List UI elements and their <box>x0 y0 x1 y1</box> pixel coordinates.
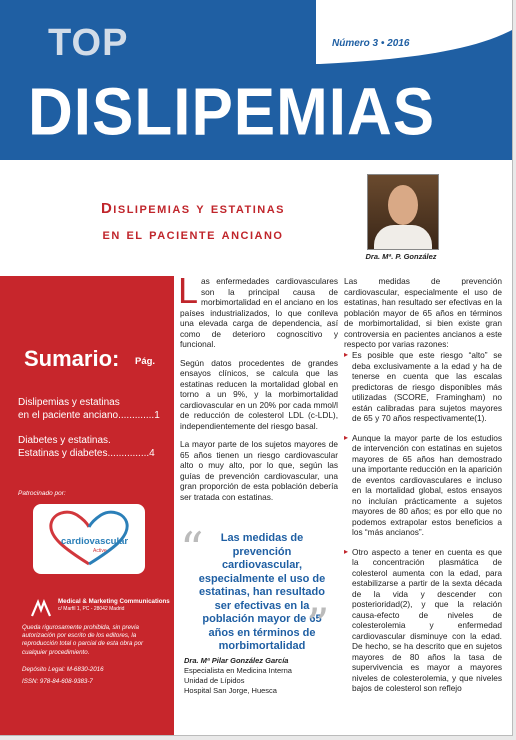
sponsor-logo <box>33 504 145 574</box>
pull-quote-text: Las medidas de prevención cardiovascular, especialmente el uso de estatinas, han resultado ser efectivas en la población mayor de 65 años en términos de morbimortalidad <box>198 532 326 652</box>
publisher-logo-icon <box>30 598 52 618</box>
author-name: Dra. Mª Pilar González García <box>184 656 289 665</box>
article-title <box>28 196 358 248</box>
bullet-list <box>344 350 502 703</box>
bullet-item-1: ▸ Es posible que este riesgo “alto” se deba exclusivamente a la edad y ha de tenerse en cuenta que las escalas predictoras de riesgo disponibles más utilizadas (SCORE, Framingham) no están calibradas para sujetos mayores de 65 y 70 años respectivamente(1). <box>344 350 502 424</box>
pull-quote <box>180 522 340 652</box>
author-block <box>184 656 340 696</box>
toc-item-1-line2: en el paciente anciano.............1 <box>18 410 160 421</box>
summary-title: Sumario: <box>24 346 120 371</box>
toc-item-2-line1: Diabetes y estatinas. <box>18 435 111 446</box>
close-quote-icon: ” <box>306 598 330 652</box>
bullet-item-2: ▸ Aunque la mayor parte de los estudios de intervención con estatinas en sujetos mayores de 65 años han demostrado una importante reducción en la aparición de eventos cardiovasculares e incluso en la mortalidad global, estos ensayos no incluían prácticamente a sujetos mayores de 80 años; es por ello que no podemos extrapolar estos beneficios a los “más ancianos”. <box>344 433 502 538</box>
toc-item-2-line2: Estatinas y diabetes...............4 <box>18 448 155 459</box>
legal-notice: Queda rigurosamente prohibida, sin previa autorización por escrito de los editores, la reproducción total o parcial de esta obra por cualquier procedimiento. <box>22 624 144 656</box>
sponsor-name: cardiovascular <box>61 536 129 547</box>
toc-item-2[interactable] <box>18 434 170 460</box>
paragraph-1 <box>178 270 338 350</box>
publisher-name: Medical & Marketing Communications <box>58 598 170 605</box>
summary-sidebar <box>0 276 174 735</box>
toc-item-1[interactable] <box>18 396 170 422</box>
article-title-line1: Dislipemias y estatinas <box>100 200 286 217</box>
page-column-label: Pág. <box>135 356 156 367</box>
masthead <box>0 0 512 160</box>
issue-number: Número 3 • 2016 <box>332 38 410 49</box>
bullet-item-3: ▸ Otro aspecto a tener en cuenta es que la concentración plasmática de colesterol aumenta con la edad, para estabilizarse a partir de la sexta década de la vida y descender con posterioridad(2), y que la relación causa-efecto de niveles de colesterolemia y enfermedad cardiovascular disminuye con la edad. De hecho, se ha descrito que en sujetos mayores de 80 años la tasa de supervivencia es mayor a mayores niveles de colesterolemia, y que niveles bajos de colesterol son reflejo <box>344 547 502 694</box>
publisher-address: c/ Marfil 1, PC - 28042 Madrid <box>58 606 125 612</box>
author-line1: Especialista en Medicina Interna <box>184 666 292 675</box>
paragraph-1-text: as enfermedades cardiovasculares son la principal causa de morbimortalidad en el anciano en los países industrializados, lo que conlleva una elevada carga de dependencia, así como de deterioro cognoscitivo y funcional. <box>180 276 338 349</box>
isbn-number: ISSN: 978-84-608-9383-7 <box>22 678 93 685</box>
brand-large: DISLIPEMIAS <box>28 75 436 150</box>
open-quote-icon: “ <box>180 522 204 576</box>
photo-caption: Dra. Mª. P. González <box>365 252 437 261</box>
deposit-number: Depósito Legal: M-6830-2016 <box>22 666 104 673</box>
brand-small: TOP <box>48 22 129 64</box>
author-photo <box>367 174 439 250</box>
toc-item-1-line1: Dislipemias y estatinas <box>18 397 120 408</box>
body-column-1 <box>178 270 338 510</box>
paragraph-3: La mayor parte de los sujetos mayores de 65 años tienen un riesgo cardiovascular alto o muy alto, por lo que, según las guías de prevención cardiovascular, una gran proporción de esta población debería ser tratada con estatinas. <box>180 439 338 502</box>
paragraph-2: Según datos procedentes de grandes ensayos clínicos, se calcula que las estatinas reducen la mortalidad global en torno a un 9%, y la morbimortalidad cardiovascular en un 20% por cada mmol/l de reducción de colesterol LDL (c-LDL), independientemente del riesgo basal. <box>180 357 338 431</box>
body-column-2-intro: Las medidas de prevención cardiovascular, especialmente el uso de estatinas, han resultado ser efectivas en la población mayor de 65 años en términos de morbimortalidad, si bien existe gran controversia en pacientes ancianos a este respecto por varias razones: <box>344 276 502 349</box>
sponsor-label: Patrocinado por: <box>18 490 66 497</box>
author-line2: Unidad de Lípidos <box>184 676 245 685</box>
drop-cap: L <box>178 270 199 311</box>
sponsor-sub: Active <box>93 548 107 554</box>
article-title-line2: en el paciente anciano <box>102 226 284 243</box>
author-line3: Hospital San Jorge, Huesca <box>184 686 277 695</box>
